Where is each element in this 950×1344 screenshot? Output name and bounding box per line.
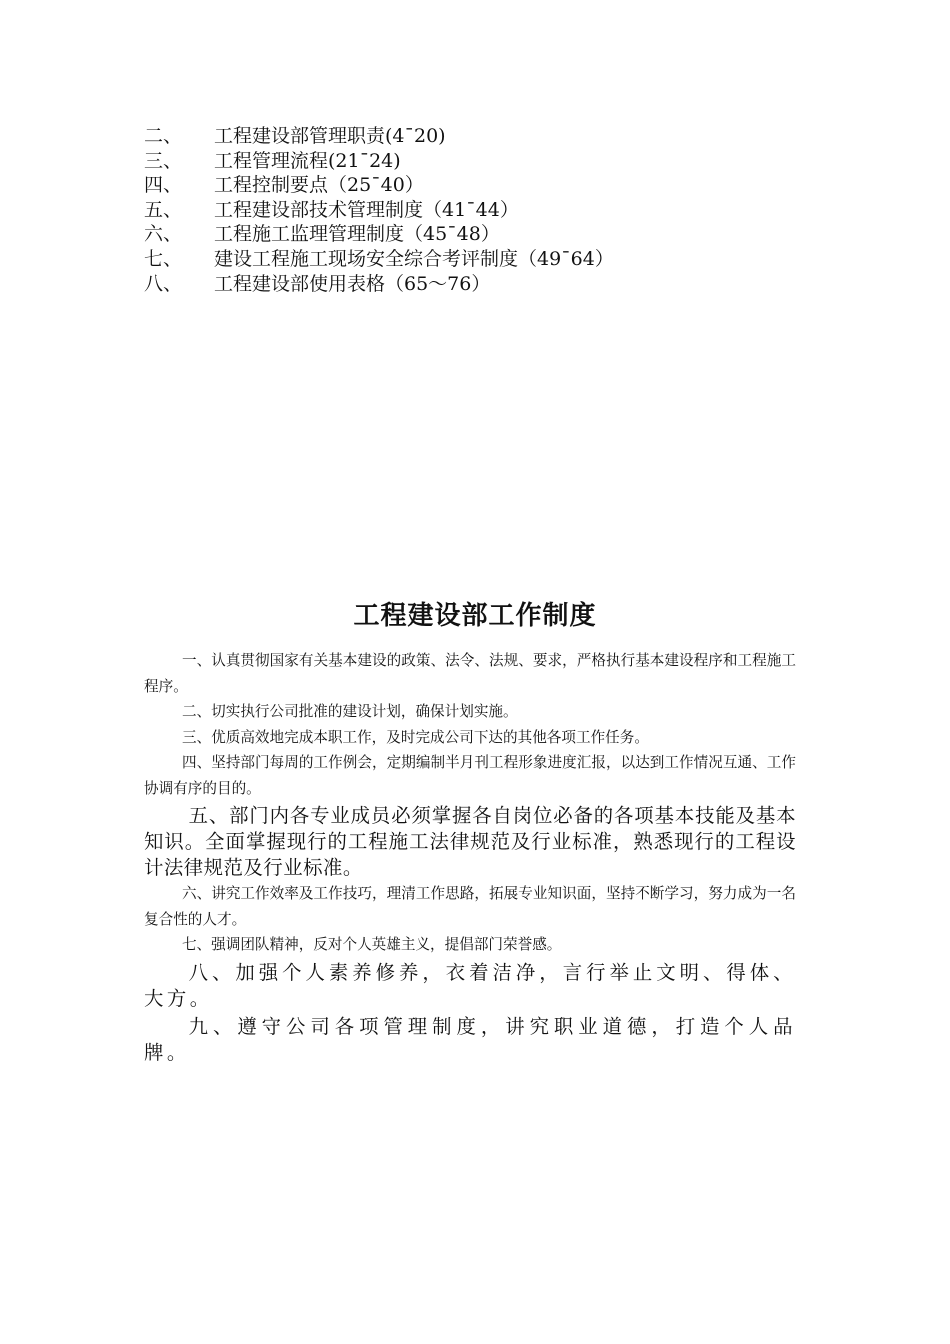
toc-item-number: 三、 [144,149,183,172]
toc-item-number: 五、 [144,198,183,221]
rules-section [144,648,796,1066]
rule-paragraph: 六、讲究工作效率及工作技巧，理清工作思路，拓展专业知识面，坚持不断学习，努力成为一名复合性的人才。 [144,885,796,928]
toc-item-number: 四、 [144,174,183,197]
rule-paragraph: 七、强调团队精神，反对个人英雄主义，提倡部门荣誉感。 [181,936,562,953]
toc-item [144,272,844,297]
toc-item-text: 工程施工监理管理制度（45¯48） [214,223,500,246]
table-of-contents [144,124,844,296]
toc-item-text: 工程建设部使用表格（65～76） [214,272,491,295]
document-title: 工程建设部工作制度 [353,601,597,632]
rule-paragraph: 三、优质高效地完成本职工作，及时完成公司下达的其他各项工作任务。 [181,728,649,746]
toc-item-text: 工程控制要点（25¯40） [214,174,424,197]
toc-item-number: 六、 [144,223,183,246]
rule-paragraph: 九、遵守公司各项管理制度，讲究职业道德，打造个人品牌。 [144,1014,796,1064]
toc-item-text: 建设工程施工现场安全综合考评制度（49¯64） [214,247,614,270]
toc-item [144,149,844,174]
toc-item-text: 工程管理流程(21¯24) [214,149,401,172]
toc-item-number: 二、 [144,125,183,147]
rule-paragraph: 八、加强个人素养修养，衣着洁净，言行举止文明、得体、大方。 [144,960,796,1010]
toc-item [144,173,844,198]
toc-item-text: 工程建设部技术管理制度（41¯44） [214,198,519,221]
toc-item [144,124,844,149]
rule-paragraph: 二、切实执行公司批准的建设计划，确保计划实施。 [181,703,518,720]
toc-item [144,247,844,272]
toc-item-text: 工程建设部管理职责(4¯20) [214,125,446,147]
toc-item-number: 八、 [144,272,183,295]
toc-item [144,198,844,223]
rule-paragraph: 四、坚持部门每周的工作例会，定期编制半月刊工程形象进度汇报，以达到工作情况互通、工作协调有序的目的。 [144,754,796,797]
rule-paragraph: 五、部门内各专业成员必须掌握各自岗位必备的各项基本技能及基本知识。全面掌握现行的工程施工法律规范及行业标准，熟悉现行的工程设计法律规范及行业标准。 [144,804,796,879]
toc-item [144,222,844,247]
rule-paragraph: 一、认真贯彻国家有关基本建设的政策、法令、法规、要求，严格执行基本建设程序和工程施工程序。 [144,652,796,695]
toc-item-number: 七、 [144,247,183,270]
